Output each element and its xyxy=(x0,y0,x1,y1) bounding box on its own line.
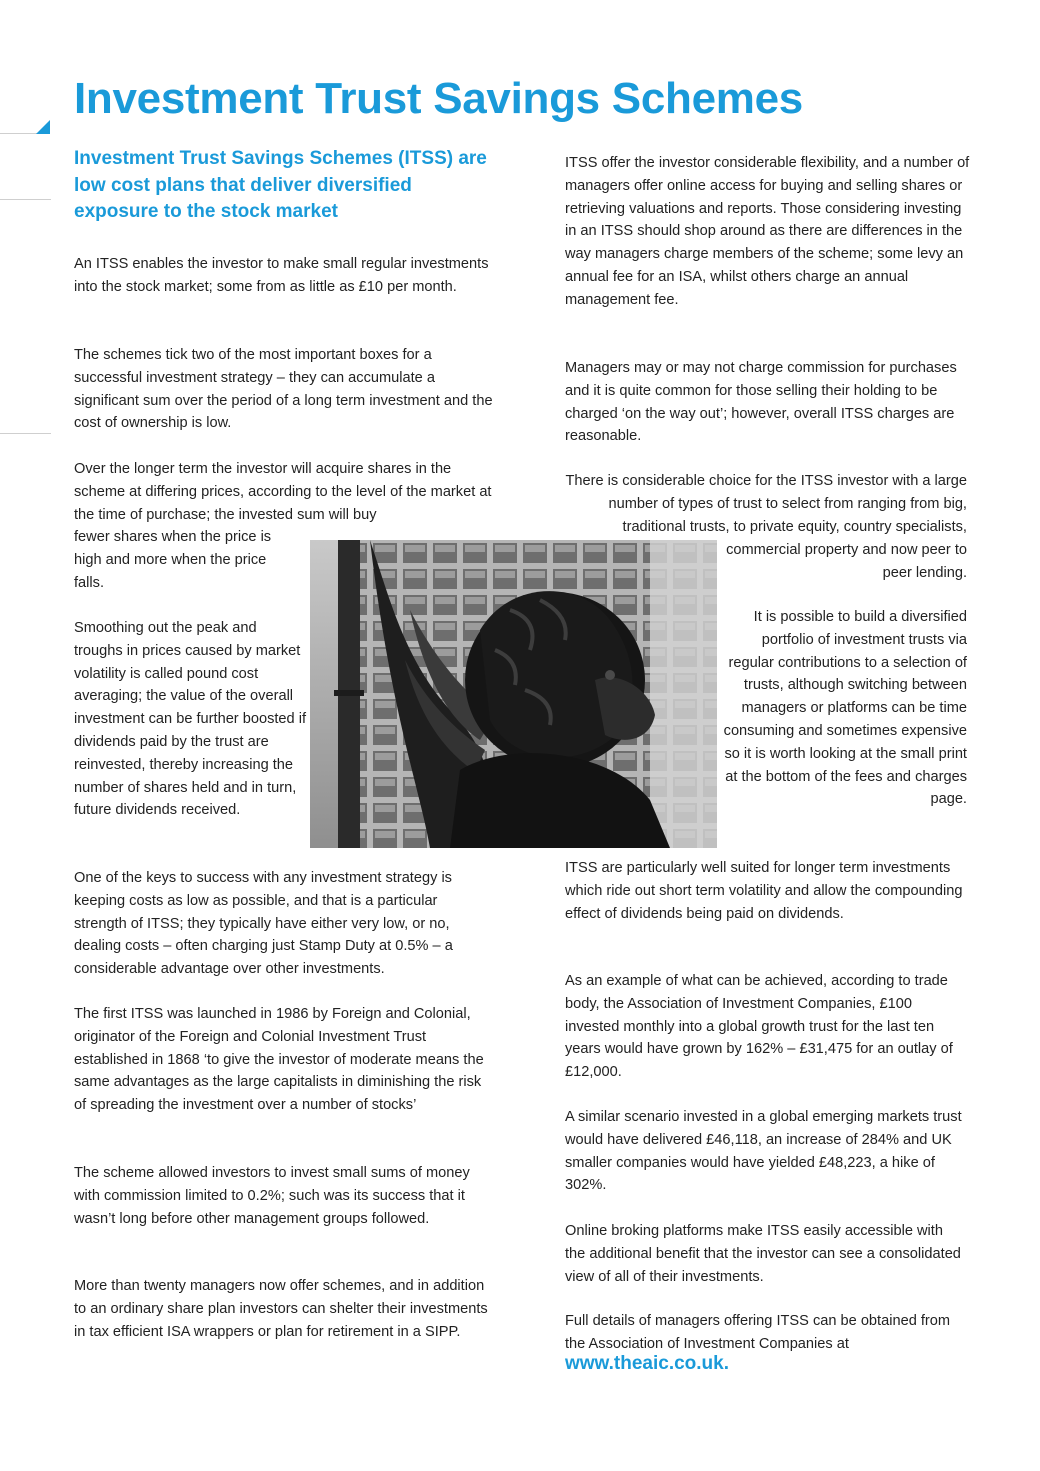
right-paragraph-5: ITSS are particularly well suited for longer term investments which ride out short term volatility and allow the compounding effect of dividends being paid on dividends. xyxy=(565,860,963,922)
intro-standfirst: Investment Trust Savings Schemes (ITSS) are low cost plans that deliver diversified exposure to the stock market xyxy=(74,148,487,222)
right-paragraph-9: Full details of managers offering ITSS can be obtained from the Association of Investment Companies at xyxy=(565,1313,951,1352)
left-paragraph-5: One of the keys to success with any investment strategy is keeping costs as low as possible, and that is a particular strength of ITSS; they typically have either very low, or no, dealing costs – often charging just Stamp Duty at 0.5% – a considerable advantage over other investments. xyxy=(74,870,453,978)
left-paragraph-4: Smoothing out the peak and troughs in prices caused by market volatility is called pound cost averaging; the value of the overall investment can be further boosted if dividends paid by the trust are reinvested, thereby increasing the number of shares held and in turn, future dividends received. xyxy=(74,620,307,819)
right-paragraph-2: Managers may or may not charge commission for purchases and it is quite common for those selling their holding to be charged ‘on the way out’; however, overall ITSS charges are reasonable. xyxy=(565,360,957,445)
right-paragraph-3b: commercial property and now peer to peer lending. xyxy=(726,542,967,581)
right-paragraph-3a: There is considerable choice for the ITSS investor with a large number of types of trust to select from ranging from big, traditional trusts, to private equity, country specialists, xyxy=(565,473,967,535)
left-paragraph-7: The scheme allowed investors to invest small sums of money with commission limited to 0.2%; such was its success that it wasn’t long before other management groups followed. xyxy=(74,1165,470,1227)
page-title: Investment Trust Savings Schemes xyxy=(74,74,803,123)
margin-rule xyxy=(0,199,51,200)
right-paragraph-6: As an example of what can be achieved, according to trade body, the Association of Investment Companies, £100 invested monthly into a global growth trust for the last ten years would have grown by 162% – £31,475 for an outlay of £12,000. xyxy=(565,973,953,1081)
margin-rule xyxy=(0,133,38,134)
right-paragraph-1: ITSS offer the investor considerable flexibility, and a number of managers offer online access for buying and selling shares or retrieving valuations and reports. Those considering investing in an ITSS should shop around as there are differences in the way managers charge members of the scheme; some levy an annual fee for an ISA, whilst others charge an annual management fee. xyxy=(565,155,970,308)
margin-rule xyxy=(0,433,51,434)
left-paragraph-6: The first ITSS was launched in 1986 by Foreign and Colonial, originator of the Foreign and Colonial Investment Trust established in 1868 ‘to give the investor of moderate means the same advantages as the large capitalists in diminishing the risk of spreading the investment over a number of stocks’ xyxy=(74,1006,484,1114)
left-paragraph-3a: Over the longer term the investor will acquire shares in the scheme at differing prices, according to the level of the market at the time of purchase; the invested sum will buy xyxy=(74,461,492,523)
left-paragraph-1: An ITSS enables the investor to make small regular investments into the stock market; some from as little as £10 per month. xyxy=(74,256,489,295)
left-paragraph-2: The schemes tick two of the most important boxes for a successful investment strategy – they can accumulate a significant sum over the period of a long term investment and the cost of ownership is low. xyxy=(74,347,493,432)
aic-website-link[interactable]: www.theaic.co.uk. xyxy=(565,1353,730,1374)
right-paragraph-4: It is possible to build a diversified portfolio of investment trusts via regular contributions to a selection of trusts, although switching between managers or platforms can be time consuming and sometimes expensive so it is worth looking at the small print at the bottom of the fees and charges page. xyxy=(723,609,967,808)
right-paragraph-7: A similar scenario invested in a global emerging markets trust would have delivered £46,118, an increase of 284% and UK smaller companies would have yielded £48,223, a hike of 302%. xyxy=(565,1109,962,1194)
winged-lion-statue-photo xyxy=(310,540,717,848)
left-paragraph-8: More than twenty managers now offer schemes, and in addition to an ordinary share plan investors can shelter their investments in tax efficient ISA wrappers or plan for retirement in a SIPP. xyxy=(74,1278,488,1340)
left-paragraph-3b: fewer shares when the price is high and more when the price falls. xyxy=(74,529,272,591)
corner-triangle xyxy=(36,120,50,134)
right-paragraph-8: Online broking platforms make ITSS easily accessible with the additional benefit that the investor can see a consolidated view of all of their investments. xyxy=(565,1223,961,1285)
